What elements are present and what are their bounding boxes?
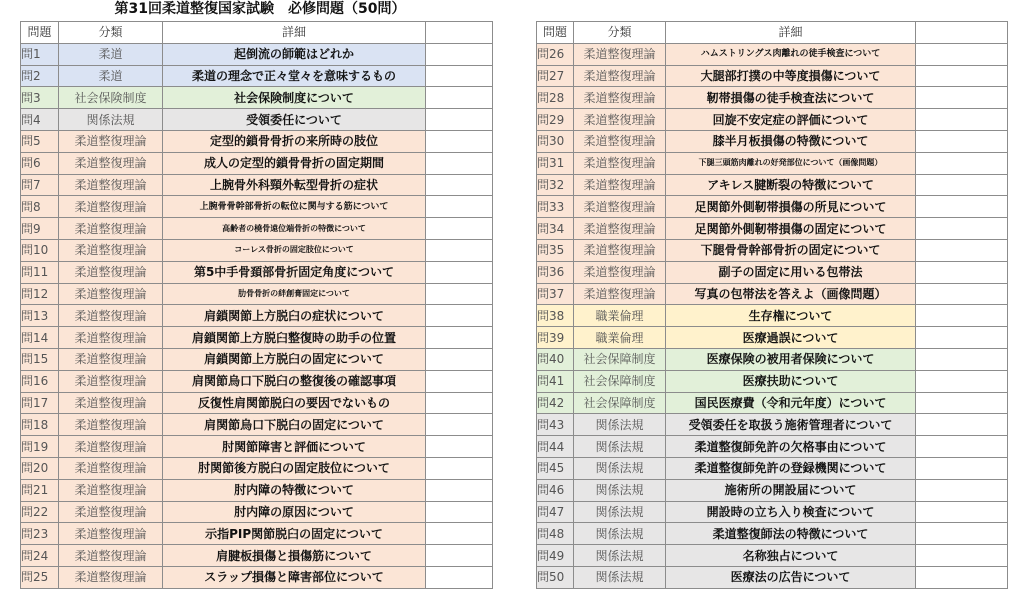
question-category: 柔道整復理論	[59, 348, 163, 370]
memo-cell	[426, 43, 493, 65]
table-row	[21, 87, 493, 109]
question-number: 問21	[21, 479, 59, 501]
question-detail: 下腿骨骨幹部骨折の固定について	[666, 239, 916, 261]
memo-cell	[916, 523, 1008, 545]
header-category: 分類	[574, 22, 666, 44]
question-number: 問1	[21, 43, 59, 65]
table-row	[21, 109, 493, 131]
question-category: 柔道整復理論	[574, 283, 666, 305]
question-detail: スラップ損傷と障害部位について	[163, 566, 426, 588]
question-number: 問44	[537, 436, 574, 458]
table-row	[537, 109, 1008, 131]
table-row	[537, 457, 1008, 479]
question-detail: 開設時の立ち入り検査について	[666, 501, 916, 523]
table-row	[537, 152, 1008, 174]
memo-cell	[426, 501, 493, 523]
question-category: 社会保険制度	[59, 87, 163, 109]
table-row	[21, 261, 493, 283]
question-category: 柔道整復理論	[59, 523, 163, 545]
question-category: 柔道整復理論	[59, 152, 163, 174]
table-row	[537, 501, 1008, 523]
question-category: 柔道整復理論	[574, 109, 666, 131]
question-detail: 上腕骨骨幹部骨折の転位に関与する筋について	[163, 196, 426, 218]
memo-cell	[426, 545, 493, 567]
question-number: 問43	[537, 414, 574, 436]
table-row	[21, 196, 493, 218]
question-number: 問19	[21, 436, 59, 458]
question-detail: 肘関節後方脱臼の固定肢位について	[163, 457, 426, 479]
question-category: 柔道	[59, 43, 163, 65]
memo-cell	[916, 218, 1008, 240]
memo-cell	[426, 152, 493, 174]
question-category: 柔道整復理論	[59, 174, 163, 196]
memo-cell	[916, 239, 1008, 261]
question-table-right	[536, 21, 1008, 589]
question-number: 問3	[21, 87, 59, 109]
question-category: 柔道整復理論	[59, 218, 163, 240]
question-category: 柔道整復理論	[59, 370, 163, 392]
table-row	[21, 436, 493, 458]
memo-cell	[916, 65, 1008, 87]
question-category: 関係法規	[59, 109, 163, 131]
table-row	[537, 414, 1008, 436]
memo-cell	[426, 196, 493, 218]
question-category: 柔道整復理論	[59, 305, 163, 327]
question-category: 柔道整復理論	[59, 392, 163, 414]
question-detail: 柔道整復師免許の登録機関について	[666, 457, 916, 479]
memo-cell	[916, 196, 1008, 218]
question-category: 柔道整復理論	[59, 436, 163, 458]
table-row	[21, 218, 493, 240]
memo-cell	[426, 436, 493, 458]
question-detail: 医療保険の被用者保険について	[666, 348, 916, 370]
question-category: 関係法規	[574, 436, 666, 458]
question-category: 職業倫理	[574, 327, 666, 349]
memo-cell	[426, 457, 493, 479]
memo-cell	[426, 109, 493, 131]
table-header-row	[537, 22, 1008, 44]
question-detail: 第5中手骨頚部骨折固定角度について	[163, 261, 426, 283]
header-detail: 詳細	[666, 22, 916, 44]
question-category: 柔道整復理論	[574, 239, 666, 261]
question-number: 問30	[537, 130, 574, 152]
question-category: 柔道整復理論	[574, 43, 666, 65]
question-number: 問4	[21, 109, 59, 131]
table-row	[21, 174, 493, 196]
memo-cell	[426, 327, 493, 349]
memo-cell	[426, 239, 493, 261]
memo-cell	[916, 152, 1008, 174]
question-category: 関係法規	[574, 414, 666, 436]
question-category: 柔道整復理論	[59, 545, 163, 567]
memo-cell	[916, 283, 1008, 305]
memo-cell	[916, 305, 1008, 327]
header-memo	[916, 22, 1008, 44]
question-detail: 生存権について	[666, 305, 916, 327]
question-number: 問6	[21, 152, 59, 174]
question-number: 問11	[21, 261, 59, 283]
memo-cell	[426, 479, 493, 501]
memo-cell	[916, 566, 1008, 588]
question-number: 問2	[21, 65, 59, 87]
memo-cell	[426, 305, 493, 327]
question-number: 問12	[21, 283, 59, 305]
memo-cell	[426, 392, 493, 414]
question-detail: 肩鎖関節上方脱臼整復時の助手の位置	[163, 327, 426, 349]
question-number: 問40	[537, 348, 574, 370]
question-number: 問7	[21, 174, 59, 196]
memo-cell	[916, 327, 1008, 349]
question-detail: 副子の固定に用いる包帯法	[666, 261, 916, 283]
table-row	[537, 545, 1008, 567]
question-category: 柔道整復理論	[59, 414, 163, 436]
memo-cell	[426, 65, 493, 87]
table-row	[537, 130, 1008, 152]
memo-cell	[426, 174, 493, 196]
question-detail: 肩関節烏口下脱臼の整復後の確認事項	[163, 370, 426, 392]
header-category: 分類	[59, 22, 163, 44]
question-number: 問10	[21, 239, 59, 261]
question-category: 柔道整復理論	[59, 283, 163, 305]
question-category: 柔道整復理論	[59, 130, 163, 152]
question-detail: 膝半月板損傷の特徴について	[666, 130, 916, 152]
table-row	[537, 261, 1008, 283]
question-number: 問8	[21, 196, 59, 218]
table-row	[537, 65, 1008, 87]
question-number: 問29	[537, 109, 574, 131]
table-row	[21, 414, 493, 436]
table-row	[537, 43, 1008, 65]
memo-cell	[916, 348, 1008, 370]
question-detail: コーレス骨折の固定肢位について	[163, 239, 426, 261]
question-category: 柔道整復理論	[59, 196, 163, 218]
header-num: 問題	[537, 22, 574, 44]
question-number: 問45	[537, 457, 574, 479]
memo-cell	[916, 370, 1008, 392]
memo-cell	[916, 501, 1008, 523]
table-row	[21, 239, 493, 261]
question-category: 関係法規	[574, 545, 666, 567]
question-detail: 定型的鎖骨骨折の来所時の肢位	[163, 130, 426, 152]
question-category: 関係法規	[574, 479, 666, 501]
table-row	[537, 283, 1008, 305]
question-detail: 肩鎖関節上方脱臼の症状について	[163, 305, 426, 327]
table-row	[21, 43, 493, 65]
memo-cell	[916, 43, 1008, 65]
question-detail: 肩鎖関節上方脱臼の固定について	[163, 348, 426, 370]
question-category: 社会保障制度	[574, 392, 666, 414]
table-row	[21, 152, 493, 174]
table-row	[537, 239, 1008, 261]
memo-cell	[916, 109, 1008, 131]
question-category: 柔道整復理論	[574, 261, 666, 283]
question-category: 職業倫理	[574, 305, 666, 327]
memo-cell	[916, 436, 1008, 458]
table-row	[537, 348, 1008, 370]
question-number: 問34	[537, 218, 574, 240]
question-category: 柔道整復理論	[574, 130, 666, 152]
table-row	[537, 392, 1008, 414]
question-category: 柔道	[59, 65, 163, 87]
question-category: 柔道整復理論	[574, 174, 666, 196]
question-detail: 起倒流の師範はどれか	[163, 43, 426, 65]
question-detail: 名称独占について	[666, 545, 916, 567]
question-detail: 成人の定型的鎖骨骨折の固定期間	[163, 152, 426, 174]
table-row	[21, 305, 493, 327]
question-detail: 国民医療費（令和元年度）について	[666, 392, 916, 414]
question-number: 問14	[21, 327, 59, 349]
question-detail: 大腿部打撲の中等度損傷について	[666, 65, 916, 87]
question-detail: 肘内障の特徴について	[163, 479, 426, 501]
question-detail: 肘関節障害と評価について	[163, 436, 426, 458]
table-row	[21, 348, 493, 370]
question-detail: 受領委任について	[163, 109, 426, 131]
memo-cell	[916, 457, 1008, 479]
question-number: 問46	[537, 479, 574, 501]
memo-cell	[426, 566, 493, 588]
memo-cell	[426, 370, 493, 392]
header-detail: 詳細	[163, 22, 426, 44]
question-category: 柔道整復理論	[59, 457, 163, 479]
question-number: 問37	[537, 283, 574, 305]
memo-cell	[916, 392, 1008, 414]
question-number: 問33	[537, 196, 574, 218]
table-row	[21, 523, 493, 545]
question-number: 問28	[537, 87, 574, 109]
memo-cell	[426, 414, 493, 436]
memo-cell	[916, 174, 1008, 196]
memo-cell	[426, 261, 493, 283]
question-detail: 足関節外側靭帯損傷の固定について	[666, 218, 916, 240]
table-header-row	[21, 22, 493, 44]
question-number: 問5	[21, 130, 59, 152]
table-row	[537, 479, 1008, 501]
question-detail: 社会保険制度について	[163, 87, 426, 109]
question-category: 柔道整復理論	[59, 479, 163, 501]
question-category: 関係法規	[574, 457, 666, 479]
memo-cell	[426, 130, 493, 152]
table-row	[21, 501, 493, 523]
table-row	[21, 566, 493, 588]
question-category: 関係法規	[574, 501, 666, 523]
question-detail: 肘内障の原因について	[163, 501, 426, 523]
table-row	[21, 545, 493, 567]
question-detail: 上腕骨外科頸外転型骨折の症状	[163, 174, 426, 196]
table-row	[21, 392, 493, 414]
table-row	[21, 327, 493, 349]
question-number: 問24	[21, 545, 59, 567]
question-detail: 示指PIP関節脱臼の固定について	[163, 523, 426, 545]
question-category: 柔道整復理論	[59, 239, 163, 261]
question-detail: 柔道の理念で正々堂々を意味するもの	[163, 65, 426, 87]
question-number: 問36	[537, 261, 574, 283]
question-number: 問15	[21, 348, 59, 370]
table-row	[537, 218, 1008, 240]
question-detail: 受領委任を取扱う施術管理者について	[666, 414, 916, 436]
question-category: 関係法規	[574, 523, 666, 545]
question-detail: 下腿三頭筋肉離れの好発部位について（画像問題）	[666, 152, 916, 174]
question-number: 問17	[21, 392, 59, 414]
question-number: 問13	[21, 305, 59, 327]
table-row	[21, 370, 493, 392]
question-detail: ハムストリングス肉離れの徒手検査について	[666, 43, 916, 65]
memo-cell	[916, 545, 1008, 567]
question-number: 問35	[537, 239, 574, 261]
memo-cell	[426, 87, 493, 109]
question-number: 問25	[21, 566, 59, 588]
question-number: 問20	[21, 457, 59, 479]
question-category: 柔道整復理論	[574, 218, 666, 240]
question-number: 問48	[537, 523, 574, 545]
question-detail: 柔道整復師法の特徴について	[666, 523, 916, 545]
question-number: 問18	[21, 414, 59, 436]
table-row	[537, 327, 1008, 349]
header-num: 問題	[21, 22, 59, 44]
question-detail: 施術所の開設届について	[666, 479, 916, 501]
table-row	[537, 566, 1008, 588]
question-number: 問39	[537, 327, 574, 349]
table-row	[21, 283, 493, 305]
table-row	[537, 196, 1008, 218]
question-category: 柔道整復理論	[574, 65, 666, 87]
memo-cell	[916, 87, 1008, 109]
question-detail: 写真の包帯法を答えよ（画像問題）	[666, 283, 916, 305]
memo-cell	[426, 348, 493, 370]
question-category: 柔道整復理論	[59, 327, 163, 349]
memo-cell	[426, 218, 493, 240]
question-number: 問31	[537, 152, 574, 174]
question-detail: 柔道整復師免許の欠格事由について	[666, 436, 916, 458]
question-category: 柔道整復理論	[574, 87, 666, 109]
question-number: 問47	[537, 501, 574, 523]
question-category: 柔道整復理論	[59, 261, 163, 283]
question-detail: 高齢者の橈骨遠位端骨折の特徴について	[163, 218, 426, 240]
question-detail: 医療過誤について	[666, 327, 916, 349]
memo-cell	[916, 479, 1008, 501]
question-table-left	[20, 21, 493, 589]
question-detail: 回旋不安定症の評価について	[666, 109, 916, 131]
question-number: 問50	[537, 566, 574, 588]
question-category: 関係法規	[574, 566, 666, 588]
question-detail: 足関節外側靭帯損傷の所見について	[666, 196, 916, 218]
question-category: 柔道整復理論	[59, 501, 163, 523]
question-number: 問38	[537, 305, 574, 327]
question-number: 問42	[537, 392, 574, 414]
question-detail: 靭帯損傷の徒手検査法について	[666, 87, 916, 109]
question-detail: 肩関節烏口下脱臼の固定について	[163, 414, 426, 436]
question-number: 問16	[21, 370, 59, 392]
header-memo	[426, 22, 493, 44]
table-row	[537, 436, 1008, 458]
page-title: 第31回柔道整復国家試験 必修問題（50問）	[114, 1, 406, 17]
question-number: 問22	[21, 501, 59, 523]
question-category: 社会保障制度	[574, 348, 666, 370]
question-number: 問26	[537, 43, 574, 65]
question-category: 社会保障制度	[574, 370, 666, 392]
question-detail: 肩腱板損傷と損傷筋について	[163, 545, 426, 567]
question-number: 問32	[537, 174, 574, 196]
memo-cell	[426, 283, 493, 305]
question-number: 問41	[537, 370, 574, 392]
question-category: 柔道整復理論	[574, 152, 666, 174]
table-row	[21, 479, 493, 501]
question-detail: 医療法の広告について	[666, 566, 916, 588]
question-detail: アキレス腱断裂の特徴について	[666, 174, 916, 196]
table-row	[21, 457, 493, 479]
question-number: 問49	[537, 545, 574, 567]
question-detail: 医療扶助について	[666, 370, 916, 392]
memo-cell	[426, 523, 493, 545]
table-row	[537, 87, 1008, 109]
question-number: 問27	[537, 65, 574, 87]
question-category: 柔道整復理論	[574, 196, 666, 218]
table-row	[21, 65, 493, 87]
table-row	[537, 370, 1008, 392]
memo-cell	[916, 261, 1008, 283]
table-row	[537, 305, 1008, 327]
question-detail: 反復性肩関節脱臼の要因でないもの	[163, 392, 426, 414]
memo-cell	[916, 414, 1008, 436]
table-row	[537, 523, 1008, 545]
question-detail: 肋骨骨折の絆創膏固定について	[163, 283, 426, 305]
memo-cell	[916, 130, 1008, 152]
question-number: 問23	[21, 523, 59, 545]
question-number: 問9	[21, 218, 59, 240]
table-row	[537, 174, 1008, 196]
table-row	[21, 130, 493, 152]
question-category: 柔道整復理論	[59, 566, 163, 588]
